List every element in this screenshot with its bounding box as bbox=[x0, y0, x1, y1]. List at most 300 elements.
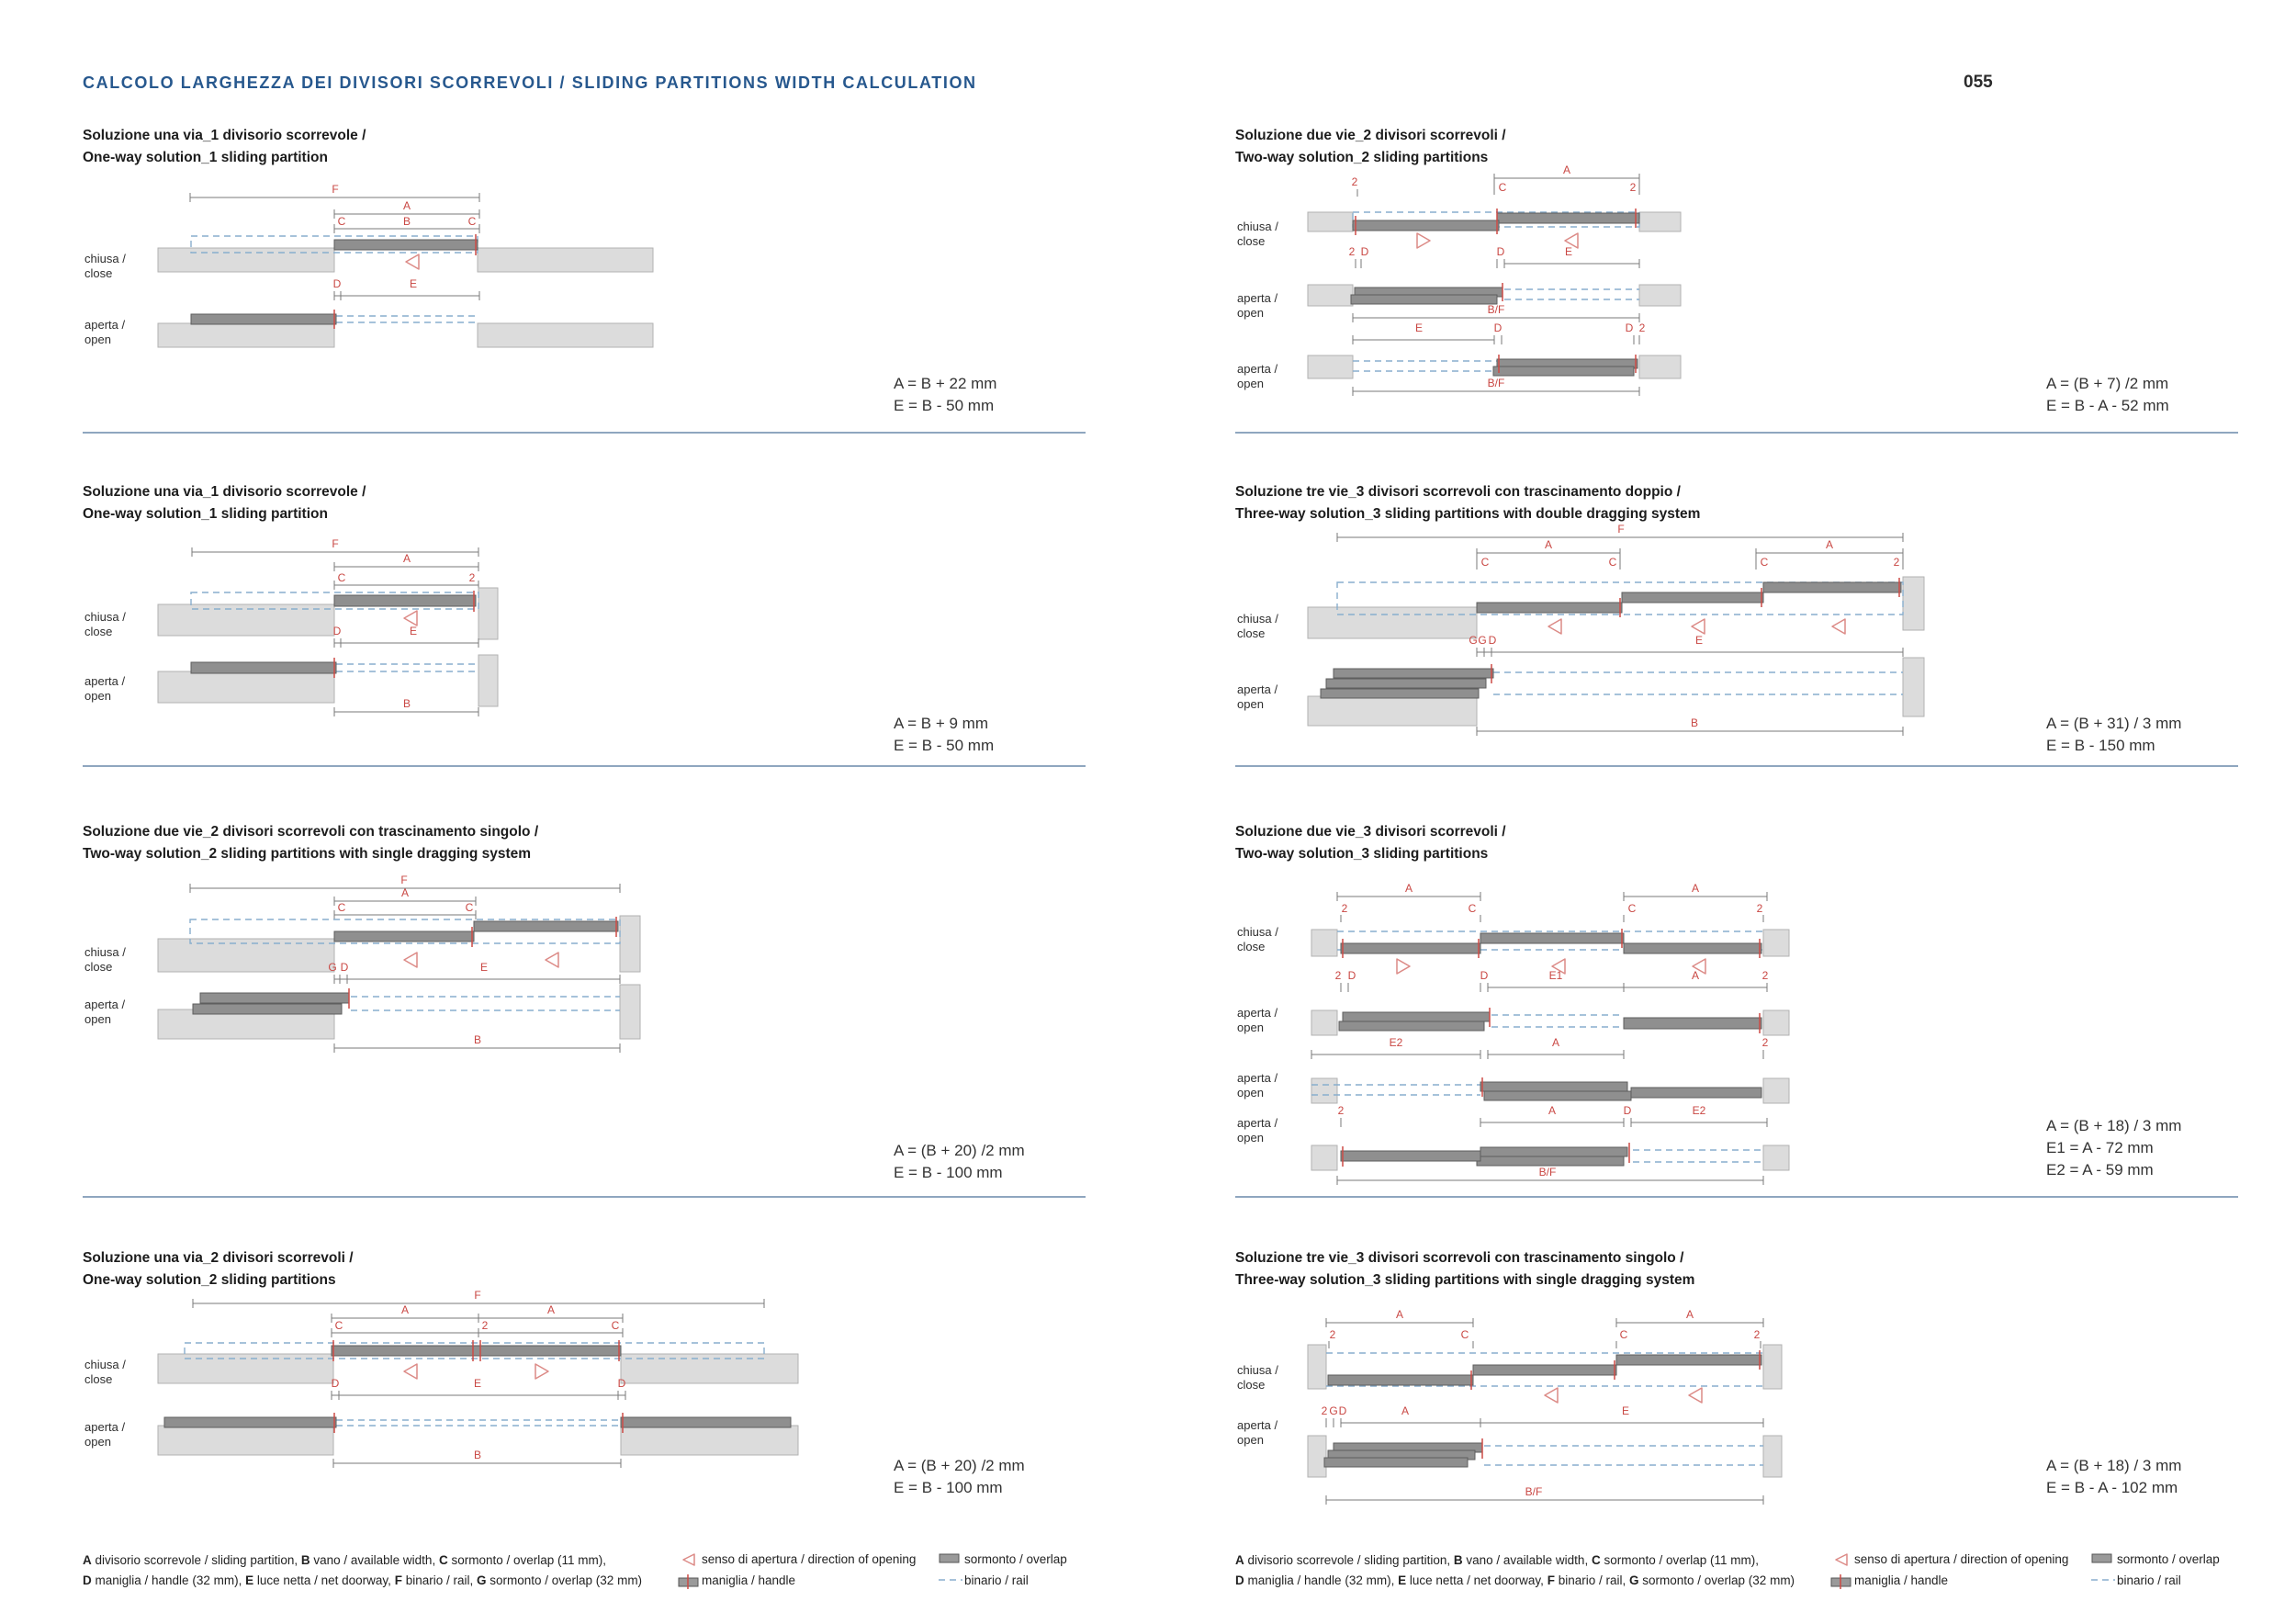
svg-text:open: open bbox=[1237, 697, 1264, 711]
svg-text:C: C bbox=[1619, 1328, 1628, 1341]
svg-text:E: E bbox=[473, 1377, 482, 1390]
wall-right bbox=[1639, 355, 1681, 378]
direction-of-opening-icon bbox=[680, 1552, 698, 1567]
svg-text:2: 2 bbox=[1329, 1328, 1336, 1341]
direction-arrow-left-icon bbox=[404, 611, 417, 626]
svg-text:A: A bbox=[1401, 1404, 1410, 1417]
svg-text:D: D bbox=[1625, 321, 1634, 334]
formula-block: A = (B + 18) / 3 mm E1 = A - 72 mm E2 = A - 59 mm bbox=[2046, 1117, 2182, 1179]
svg-text:aperta /: aperta / bbox=[1237, 1116, 1278, 1130]
dim-line-e-d-d2 bbox=[1353, 321, 1646, 344]
dim-line-b bbox=[333, 1449, 621, 1468]
wall-pillar-right bbox=[620, 985, 640, 1039]
svg-text:E: E bbox=[1621, 1404, 1630, 1417]
wall-pillar-right bbox=[1903, 577, 1924, 630]
stacked-partition-2 bbox=[1484, 1091, 1631, 1100]
svg-text:D: D bbox=[1338, 1404, 1347, 1417]
legend-direction-label: senso di apertura / direction of opening bbox=[702, 1552, 917, 1566]
svg-text:open: open bbox=[1237, 1131, 1264, 1145]
section-title-l3: Soluzione due vie_2 divisori scorrevoli con trascinamento singolo / Two-way solution_2 sliding partitions with single dragging system bbox=[83, 824, 539, 862]
svg-text:E2: E2 bbox=[1692, 1104, 1706, 1117]
wall-pillar-right bbox=[1763, 1345, 1782, 1389]
dim-line-gd-e bbox=[328, 961, 620, 984]
wall-left bbox=[1311, 930, 1337, 956]
svg-text:F: F bbox=[400, 874, 408, 886]
sliding-partition-3 bbox=[1763, 582, 1901, 592]
wall-left bbox=[1308, 696, 1477, 726]
open-state bbox=[1237, 634, 1924, 726]
diagram-three-way-double-dragging bbox=[1235, 514, 2245, 744]
svg-text:D: D bbox=[332, 625, 342, 637]
svg-text:open: open bbox=[84, 333, 111, 346]
legend-text-right bbox=[1235, 1551, 1823, 1591]
formula-block: A = (B + 7) /2 mm E = B - A - 52 mm bbox=[2046, 375, 2169, 414]
svg-text:E2: E2 bbox=[1389, 1036, 1403, 1049]
svg-text:C: C bbox=[1608, 556, 1617, 569]
dim-line-e2-a-2 bbox=[1311, 1036, 1769, 1059]
svg-text:G: G bbox=[1478, 634, 1487, 647]
section-title-en: One-way solution_1 sliding partition bbox=[83, 150, 328, 165]
open-state bbox=[84, 961, 640, 1039]
wall-right bbox=[621, 1426, 798, 1455]
svg-text:C: C bbox=[337, 901, 346, 914]
dim-line-a-a bbox=[332, 1303, 623, 1323]
section-divider bbox=[83, 432, 1086, 434]
dim-line-d-e-d bbox=[332, 1377, 626, 1400]
svg-text:G: G bbox=[1329, 1404, 1338, 1417]
wall-right bbox=[1763, 930, 1789, 956]
svg-text:B/F: B/F bbox=[1487, 377, 1505, 389]
open-state bbox=[84, 625, 498, 706]
svg-text:2: 2 bbox=[1334, 969, 1342, 982]
svg-text:2: 2 bbox=[1761, 1036, 1769, 1049]
svg-text:aperta /: aperta / bbox=[84, 674, 126, 688]
legend-handle-label: maniglia / handle bbox=[702, 1573, 796, 1587]
direction-arrow-left-icon bbox=[404, 1364, 417, 1379]
direction-arrow-left-icon bbox=[1832, 619, 1845, 634]
dim-line-f bbox=[190, 183, 479, 202]
section-divider bbox=[1235, 1196, 2238, 1198]
svg-text:open: open bbox=[1237, 1021, 1264, 1034]
wall-left bbox=[1308, 285, 1353, 306]
svg-text:A: A bbox=[1544, 538, 1553, 551]
svg-text:chiusa /: chiusa / bbox=[1237, 612, 1278, 626]
svg-text:close: close bbox=[84, 1372, 113, 1386]
svg-text:A: A bbox=[402, 199, 411, 212]
wall-right bbox=[621, 1354, 798, 1383]
svg-text:A: A bbox=[1562, 165, 1571, 176]
svg-text:A: A bbox=[546, 1303, 556, 1316]
svg-text:aperta /: aperta / bbox=[1237, 291, 1278, 305]
svg-text:B: B bbox=[402, 697, 411, 710]
handle-icon bbox=[1830, 1574, 1852, 1589]
sliding-partition-2 bbox=[474, 921, 618, 931]
wall-right bbox=[1763, 1078, 1789, 1103]
svg-text:D: D bbox=[1480, 969, 1489, 982]
svg-text:E1: E1 bbox=[1548, 969, 1563, 982]
dim-line-2-left bbox=[1352, 175, 1358, 197]
wall-pillar-left bbox=[1308, 1436, 1326, 1477]
open-state-1 bbox=[1237, 245, 1681, 320]
svg-text:aperta /: aperta / bbox=[1237, 362, 1278, 376]
svg-text:2: 2 bbox=[1638, 321, 1646, 334]
closed-state bbox=[84, 916, 640, 974]
wall-right bbox=[1639, 285, 1681, 306]
stacked-partition-2 bbox=[1477, 1156, 1624, 1166]
svg-text:D: D bbox=[1493, 321, 1503, 334]
dim-line-c2c bbox=[332, 1319, 623, 1337]
wall-left bbox=[158, 1426, 333, 1455]
svg-text:2: 2 bbox=[1341, 902, 1348, 915]
dim-line-f bbox=[192, 537, 478, 557]
svg-text:aperta /: aperta / bbox=[84, 1420, 126, 1434]
wall-pillar-right bbox=[1903, 658, 1924, 716]
open-state-3 bbox=[1237, 1104, 1789, 1170]
dim-line-a bbox=[334, 552, 478, 571]
svg-text:B: B bbox=[402, 215, 411, 228]
rail-icon bbox=[2091, 1576, 2115, 1584]
formula-block: A = (B + 20) /2 mm E = B - 100 mm bbox=[894, 1457, 1025, 1496]
svg-text:open: open bbox=[1237, 377, 1264, 390]
svg-text:chiusa /: chiusa / bbox=[84, 610, 126, 624]
section-divider bbox=[83, 765, 1086, 767]
open-state bbox=[84, 277, 653, 347]
svg-text:C: C bbox=[337, 215, 346, 228]
legend-line-2: D maniglia / handle (32 mm), E luce netta / net doorway, F binario / rail, G sormonto / overlap (32 mm) bbox=[1235, 1573, 1795, 1587]
legend-rail-label: binario / rail bbox=[2117, 1573, 2181, 1587]
dim-line-c2 bbox=[334, 571, 478, 590]
diagram-two-way-single-dragging bbox=[83, 859, 1093, 1070]
sliding-partition-right bbox=[1497, 213, 1639, 223]
sliding-partition-left bbox=[1341, 943, 1480, 953]
svg-text:2: 2 bbox=[1761, 969, 1769, 982]
formula-block: A = (B + 18) / 3 mm E = B - A - 102 mm bbox=[2046, 1457, 2182, 1496]
dim-line-2gd-a-e bbox=[1322, 1404, 1763, 1427]
dim-line-bf-2 bbox=[1353, 377, 1639, 396]
section-title-it: Soluzione una via_1 divisorio scorrevole / bbox=[83, 128, 366, 143]
svg-text:A: A bbox=[1395, 1308, 1404, 1321]
svg-text:D: D bbox=[331, 1377, 340, 1390]
rail-icon bbox=[939, 1576, 962, 1584]
legend-text-left bbox=[83, 1551, 670, 1591]
svg-text:aperta /: aperta / bbox=[84, 998, 126, 1011]
svg-text:C: C bbox=[1498, 181, 1507, 194]
svg-text:A: A bbox=[1685, 1308, 1694, 1321]
svg-text:C: C bbox=[334, 1319, 343, 1332]
diagram-one-way-1-partition-pillar bbox=[83, 519, 1093, 730]
svg-text:open: open bbox=[1237, 1433, 1264, 1447]
svg-text:E: E bbox=[1694, 634, 1704, 647]
legend-handle-label: maniglia / handle bbox=[1854, 1573, 1949, 1587]
wall-pillar-left bbox=[1308, 1345, 1326, 1389]
svg-text:2: 2 bbox=[1756, 902, 1763, 915]
sliding-partition-1 bbox=[1477, 603, 1622, 613]
sliding-partition bbox=[334, 240, 478, 250]
svg-text:2: 2 bbox=[1337, 1104, 1345, 1117]
sliding-partition-right bbox=[1624, 1018, 1761, 1029]
svg-text:F: F bbox=[332, 183, 339, 196]
dim-line-cc bbox=[334, 901, 476, 919]
stacked-partition-2 bbox=[1339, 1021, 1484, 1031]
dim-line-cbc bbox=[334, 215, 479, 233]
dim-line-b bbox=[334, 697, 478, 716]
closed-state bbox=[84, 1340, 798, 1386]
page-title: CALCOLO LARGHEZZA DEI DIVISORI SCORREVOLI / SLIDING PARTITIONS WIDTH CALCULATION bbox=[83, 73, 977, 92]
direction-arrow-left-icon bbox=[1689, 1388, 1702, 1403]
sliding-partition-right bbox=[1624, 943, 1761, 953]
handle-icon bbox=[678, 1574, 700, 1589]
svg-text:A: A bbox=[400, 1303, 410, 1316]
svg-text:A: A bbox=[1825, 538, 1834, 551]
svg-text:B/F: B/F bbox=[1525, 1485, 1543, 1498]
wall-left bbox=[1308, 355, 1353, 378]
dim-line-bf-1 bbox=[1353, 303, 1639, 322]
svg-text:C: C bbox=[611, 1319, 620, 1332]
closed-state bbox=[1237, 925, 1789, 974]
stacked-partition-1 bbox=[200, 993, 349, 1003]
svg-text:E: E bbox=[409, 625, 418, 637]
svg-text:A: A bbox=[1551, 1036, 1560, 1049]
stacked-partition-1 bbox=[1334, 669, 1493, 678]
dim-line-bf bbox=[1337, 1166, 1763, 1185]
svg-text:A: A bbox=[400, 886, 410, 899]
wall-right bbox=[478, 323, 653, 347]
svg-text:D: D bbox=[1496, 245, 1505, 258]
formula-block: A = (B + 31) / 3 mm E = B - 150 mm bbox=[2046, 715, 2182, 754]
svg-text:aperta /: aperta / bbox=[84, 318, 126, 332]
svg-text:A: A bbox=[1548, 1104, 1557, 1117]
svg-text:D: D bbox=[1623, 1104, 1632, 1117]
svg-text:chiusa /: chiusa / bbox=[84, 945, 126, 959]
legend-rail-label: binario / rail bbox=[964, 1573, 1029, 1587]
dim-line-ggd-e bbox=[1469, 634, 1903, 657]
stacked-partition-2 bbox=[1351, 295, 1497, 304]
dim-line-bf bbox=[1326, 1485, 1763, 1505]
closed-state bbox=[1237, 1345, 1782, 1403]
svg-text:D: D bbox=[617, 1377, 626, 1390]
legend-overlap-label: sormonto / overlap bbox=[2117, 1552, 2220, 1566]
svg-text:close: close bbox=[84, 625, 113, 638]
svg-text:A: A bbox=[402, 552, 411, 565]
dim-line-d-e bbox=[333, 625, 478, 648]
sliding-partition-center bbox=[1480, 933, 1624, 943]
svg-text:aperta /: aperta / bbox=[1237, 1006, 1278, 1020]
svg-text:2: 2 bbox=[1893, 556, 1900, 569]
overlap-icon bbox=[2091, 1552, 2113, 1565]
sliding-partition bbox=[334, 595, 476, 606]
dim-line-a bbox=[1494, 165, 1639, 195]
svg-text:E: E bbox=[1414, 321, 1424, 334]
formula-block: A = (B + 20) /2 mm E = B - 100 mm bbox=[894, 1142, 1025, 1181]
stacked-partition-1 bbox=[1480, 1082, 1627, 1091]
stacked-partition-3 bbox=[1324, 1458, 1468, 1467]
direction-arrow-right-icon bbox=[535, 1364, 548, 1379]
svg-text:C: C bbox=[337, 571, 346, 584]
direction-arrow-left-icon bbox=[1545, 1388, 1558, 1403]
svg-text:close: close bbox=[1237, 1378, 1266, 1392]
wall-right bbox=[478, 248, 653, 272]
svg-text:chiusa /: chiusa / bbox=[84, 1358, 126, 1371]
legend-direction-label: senso di apertura / direction of opening bbox=[1854, 1552, 2069, 1566]
svg-text:F: F bbox=[1617, 523, 1625, 536]
sliding-partition-2 bbox=[1622, 592, 1763, 603]
svg-text:D: D bbox=[332, 277, 342, 290]
stacked-partition-2 bbox=[193, 1004, 342, 1014]
svg-text:close: close bbox=[84, 960, 113, 974]
section-title-r1: Soluzione due vie_2 divisori scorrevoli / Two-way solution_2 sliding partitions bbox=[1235, 128, 1506, 165]
section-divider bbox=[1235, 765, 2238, 767]
svg-text:B: B bbox=[473, 1449, 482, 1461]
svg-text:chiusa /: chiusa / bbox=[1237, 1363, 1278, 1377]
legend-line-2: D maniglia / handle (32 mm), E luce netta / net doorway, F binario / rail, G sormonto / overlap (32 mm) bbox=[83, 1573, 643, 1587]
dim-line-a-a bbox=[1337, 882, 1767, 922]
page-number: 055 bbox=[1964, 73, 1993, 92]
section-divider bbox=[1235, 432, 2238, 434]
section-title-r4: Soluzione tre vie_3 divisori scorrevoli con trascinamento singolo / Three-way solution_3 sliding partitions with single dragging system bbox=[1235, 1250, 1695, 1288]
svg-text:D: D bbox=[1360, 245, 1369, 258]
svg-text:D: D bbox=[340, 961, 349, 974]
open-state-2 bbox=[1237, 1036, 1789, 1103]
svg-text:2: 2 bbox=[1351, 175, 1358, 188]
wall-right bbox=[1763, 1145, 1789, 1170]
svg-text:B: B bbox=[473, 1033, 482, 1046]
wall-pillar-right bbox=[620, 916, 640, 972]
open-state bbox=[84, 1377, 798, 1455]
section-title-r3: Soluzione due vie_3 divisori scorrevoli / Two-way solution_3 sliding partitions bbox=[1235, 824, 1506, 862]
section-title-l2: Soluzione una via_1 divisorio scorrevole / One-way solution_1 sliding partition bbox=[83, 484, 366, 522]
wall-left bbox=[1311, 1145, 1337, 1170]
legend-line-1: A divisorio scorrevole / sliding partition, B vano / available width, C sormonto / overlap (11 mm), bbox=[1235, 1553, 1760, 1567]
sliding-partition bbox=[191, 314, 336, 324]
stacked-partition-2 bbox=[1493, 367, 1634, 376]
stacked-partition-3 bbox=[1321, 689, 1479, 698]
svg-text:aperta /: aperta / bbox=[1237, 682, 1278, 696]
direction-arrow-right-icon bbox=[1397, 959, 1410, 974]
direction-of-opening-icon bbox=[1832, 1552, 1851, 1567]
svg-text:A: A bbox=[1404, 882, 1413, 895]
dim-line-a-a bbox=[1477, 538, 1903, 570]
svg-text:E: E bbox=[479, 961, 489, 974]
svg-text:C: C bbox=[1480, 556, 1490, 569]
direction-arrow-right-icon bbox=[1417, 233, 1430, 248]
sliding-partition-right bbox=[1631, 1088, 1761, 1098]
wall-right bbox=[1639, 212, 1681, 231]
dim-line-d-e bbox=[333, 277, 479, 300]
wall-left bbox=[1308, 607, 1477, 638]
svg-text:C: C bbox=[1468, 902, 1477, 915]
svg-text:A: A bbox=[1691, 969, 1700, 982]
formula-block: A = B + 22 mm E = B - 50 mm bbox=[894, 375, 997, 414]
svg-text:2: 2 bbox=[1321, 1404, 1328, 1417]
open-state-1 bbox=[1237, 969, 1789, 1035]
svg-text:2: 2 bbox=[1753, 1328, 1761, 1341]
dim-line-2-a-d-e2 bbox=[1338, 1104, 1767, 1127]
dim-line-a-a bbox=[1326, 1308, 1763, 1348]
dim-line-f bbox=[1337, 523, 1903, 542]
svg-text:F: F bbox=[332, 537, 339, 550]
sliding-partition-left bbox=[1341, 1151, 1480, 1161]
sliding-partition-3 bbox=[1616, 1355, 1761, 1365]
svg-text:2: 2 bbox=[481, 1319, 489, 1332]
svg-text:chiusa /: chiusa / bbox=[1237, 925, 1278, 939]
dim-line-b bbox=[334, 1033, 620, 1053]
wall-left bbox=[158, 248, 334, 272]
closed-state bbox=[84, 234, 653, 280]
sliding-partition-2 bbox=[1473, 1365, 1616, 1375]
overlap-icon bbox=[939, 1552, 961, 1565]
svg-text:close: close bbox=[1237, 234, 1266, 248]
sliding-partition-left bbox=[1353, 220, 1499, 231]
svg-text:2: 2 bbox=[468, 571, 476, 584]
wall-right bbox=[1763, 1010, 1789, 1035]
direction-arrow-left-icon bbox=[404, 953, 417, 967]
direction-arrow-left-icon bbox=[1692, 619, 1705, 634]
legend-overlap-label: sormonto / overlap bbox=[964, 1552, 1067, 1566]
svg-text:aperta /: aperta / bbox=[1237, 1071, 1278, 1085]
svg-text:aperta /: aperta / bbox=[1237, 1418, 1278, 1432]
wall-left bbox=[1308, 212, 1353, 231]
svg-text:B/F: B/F bbox=[1538, 1166, 1557, 1179]
section-title-l4: Soluzione una via_2 divisori scorrevoli / One-way solution_2 sliding partitions bbox=[83, 1250, 354, 1288]
wall-left bbox=[1311, 1078, 1337, 1103]
section-title-l1 bbox=[83, 125, 366, 169]
svg-text:2: 2 bbox=[1348, 245, 1356, 258]
dim-line-f bbox=[193, 1291, 764, 1308]
closed-state bbox=[1237, 209, 1681, 248]
closed-state bbox=[84, 588, 498, 639]
svg-text:close: close bbox=[1237, 940, 1266, 953]
wall-left bbox=[158, 323, 334, 347]
sliding-partition bbox=[191, 662, 336, 673]
svg-text:D: D bbox=[1347, 969, 1356, 982]
svg-text:B: B bbox=[1690, 716, 1699, 729]
svg-text:F: F bbox=[474, 1291, 481, 1302]
svg-text:A: A bbox=[1691, 882, 1700, 895]
svg-text:2: 2 bbox=[1629, 181, 1637, 194]
svg-text:open: open bbox=[84, 1012, 111, 1026]
svg-text:C: C bbox=[465, 901, 474, 914]
diagram-one-way-1-partition bbox=[83, 179, 1093, 358]
svg-text:G: G bbox=[328, 961, 337, 974]
svg-text:C: C bbox=[1627, 902, 1637, 915]
svg-text:E: E bbox=[409, 277, 418, 290]
dim-line-a bbox=[334, 886, 476, 906]
sliding-partition-1 bbox=[334, 931, 474, 942]
direction-arrow-left-icon bbox=[546, 953, 558, 967]
wall-pillar-right bbox=[1763, 1436, 1782, 1477]
legend-line-1: A divisorio scorrevole / sliding partition, B vano / available width, C sormonto / overlap (11 mm), bbox=[83, 1553, 607, 1567]
svg-text:C: C bbox=[467, 215, 477, 228]
svg-text:open: open bbox=[1237, 1086, 1264, 1100]
diagram-two-way-2-partitions bbox=[1235, 165, 2245, 404]
svg-text:open: open bbox=[84, 1435, 111, 1449]
direction-arrow-left-icon bbox=[1548, 619, 1561, 634]
dim-line-b bbox=[1477, 716, 1903, 736]
direction-arrow-left-icon bbox=[406, 254, 419, 269]
svg-text:open: open bbox=[1237, 306, 1264, 320]
sliding-partition-1 bbox=[1328, 1375, 1473, 1385]
wall-left bbox=[158, 671, 334, 703]
svg-text:close: close bbox=[1237, 626, 1266, 640]
stacked-partition-1 bbox=[1343, 1012, 1490, 1021]
wall-pillar-right bbox=[478, 655, 498, 706]
formula-block: A = B + 9 mm E = B - 50 mm bbox=[894, 715, 995, 754]
section-divider bbox=[83, 1196, 1086, 1198]
dim-line-2d-d-e bbox=[1349, 245, 1639, 268]
svg-text:open: open bbox=[84, 689, 111, 703]
svg-text:chiusa /: chiusa / bbox=[1237, 220, 1278, 233]
svg-text:chiusa /: chiusa / bbox=[84, 252, 126, 265]
